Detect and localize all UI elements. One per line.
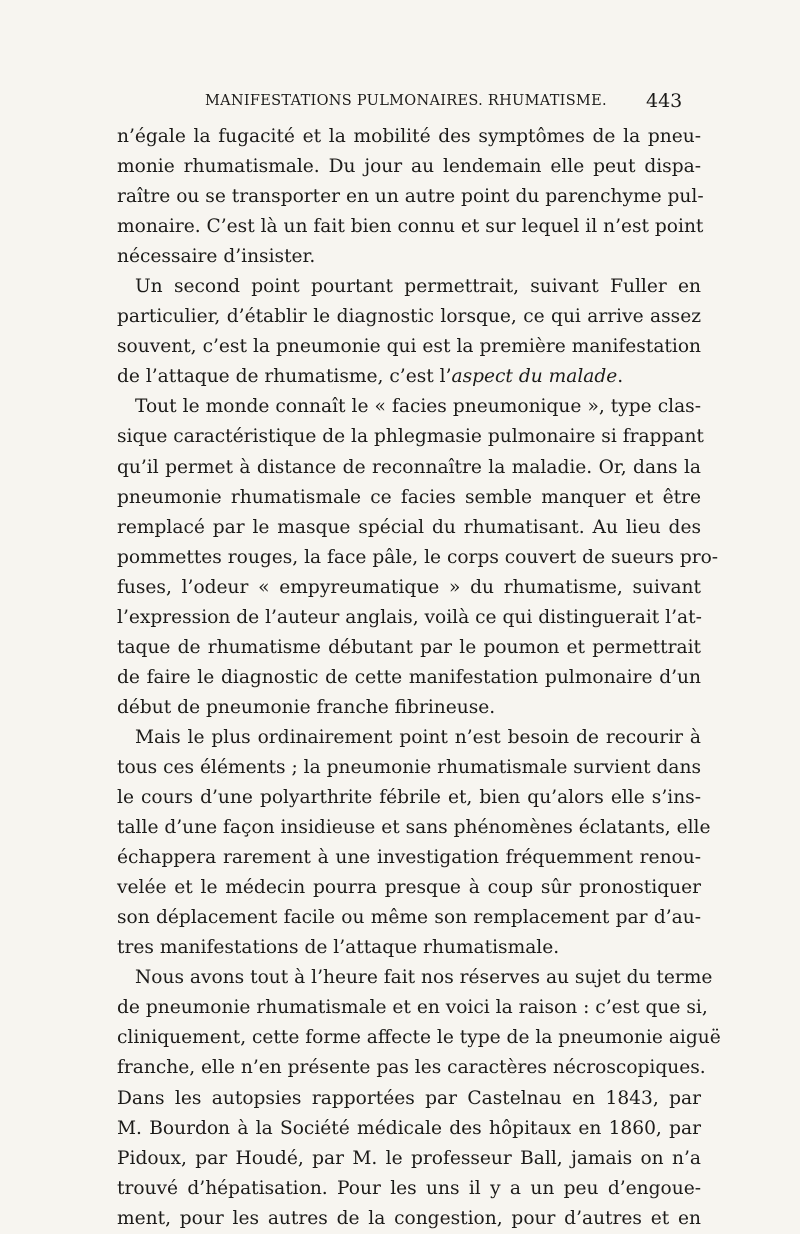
text-line: franche, elle n’en présente pas les caractères nécroscopiques.: [117, 1057, 706, 1079]
running-head: MANIFESTATIONS PULMONAIRES. RHUMATISME.: [205, 93, 607, 109]
body-text: [117, 122, 721, 1234]
text-line: taque de rhumatisme débutant par le poumon et permettrait: [117, 636, 701, 658]
text-line: talle d’une façon insidieuse et sans phénomènes éclatants, elle: [117, 817, 711, 839]
text-line: Mais le plus ordinairement point n’est besoin de recourir à: [135, 726, 701, 748]
text-line: Un second point pourtant permettrait, suivant Fuller en: [135, 276, 701, 298]
text-line: Tout le monde connaît le « facies pneumonique », type clas-: [135, 396, 701, 418]
text-line: Nous avons tout à l’heure fait nos réserves au sujet du terme: [135, 967, 713, 989]
text-line: de pneumonie rhumatismale et en voici la raison : c’est que si,: [117, 997, 708, 1019]
text-line: trouvé d’hépatisation. Pour les uns il y a un peu d’engoue-: [117, 1177, 701, 1199]
text-line: tous ces éléments ; la pneumonie rhumatismale survient dans: [117, 756, 701, 778]
text-line: Pidoux, par Houdé, par M. le professeur Ball, jamais on n’a: [117, 1147, 701, 1169]
text-line: ment, pour les autres de la congestion, pour d’autres et en: [117, 1207, 701, 1229]
text-line: souvent, c’est la pneumonie qui est la première manifestation: [117, 336, 701, 358]
text-line: [117, 362, 701, 392]
text-line: l’expression de l’auteur anglais, voilà ce qui distinguerait l’at-: [117, 606, 702, 628]
text-line: le cours d’une polyarthrite fébrile et, bien qu’alors elle s’ins-: [117, 787, 701, 809]
text-line: pneumonie rhumatismale ce facies semble manquer et être: [117, 486, 701, 508]
text-line: début de pneumonie franche fibrineuse.: [117, 696, 496, 718]
text-line: son déplacement facile ou même son remplacement par d’au-: [117, 907, 701, 929]
text-line: pommettes rouges, la face pâle, le corps couvert de sueurs pro-: [117, 546, 719, 568]
page-number: 443: [646, 90, 683, 112]
text-line: monaire. C’est là un fait bien connu et sur lequel il n’est point: [117, 216, 704, 238]
text-line: remplacé par le masque spécial du rhumatisant. Au lieu des: [117, 516, 701, 538]
text-line: monie rhumatismale. Du jour au lendemain elle peut dispa-: [117, 156, 701, 178]
text-line: de faire le diagnostic de cette manifestation pulmonaire d’un: [117, 666, 701, 688]
text-line: échappera rarement à une investigation fréquemment renou-: [117, 847, 701, 869]
text-segment: .: [617, 366, 624, 388]
text-line: velée et le médecin pourra presque à coup sûr pronostiquer: [117, 877, 701, 899]
text-line: M. Bourdon à la Société médicale des hôpitaux en 1860, par: [117, 1117, 701, 1139]
text-line: cliniquement, cette forme affecte le type de la pneumonie aiguë: [117, 1027, 721, 1049]
text-line: raître ou se transporter en un autre point du parenchyme pul-: [117, 186, 704, 208]
emphasis-text: aspect du malade: [451, 366, 618, 388]
text-line: nécessaire d’insister.: [117, 246, 316, 268]
text-line: Dans les autopsies rapportées par Castelnau en 1843, par: [117, 1087, 701, 1109]
text-line: n’égale la fugacité et la mobilité des symptômes de la pneu-: [117, 126, 701, 147]
text-line: particulier, d’établir le diagnostic lorsque, ce qui arrive assez: [117, 306, 701, 328]
text-line: tres manifestations de l’attaque rhumatismale.: [117, 937, 560, 959]
text-line: sique caractéristique de la phlegmasie pulmonaire si frappant: [117, 426, 704, 448]
text-line: fuses, l’odeur « empyreumatique » du rhumatisme, suivant: [117, 576, 701, 598]
text-line: qu’il permet à distance de reconnaître la maladie. Or, dans la: [117, 456, 701, 478]
text-segment: de l’attaque de rhumatisme, c’est l’: [117, 366, 452, 388]
